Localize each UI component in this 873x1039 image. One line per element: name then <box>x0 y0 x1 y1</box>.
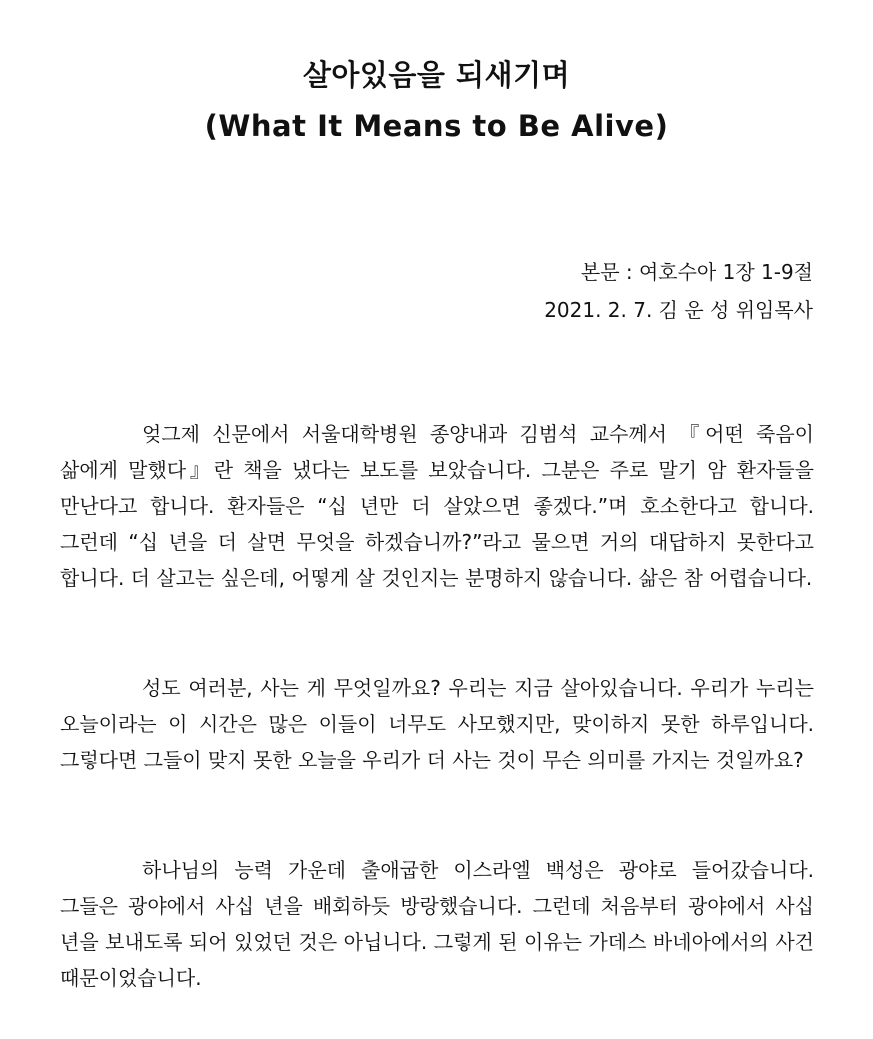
paragraph-3: 하나님의 능력 가운데 출애굽한 이스라엘 백성은 광야로 들어갔습니다. 그들은 광야에서 사십 년을 배회하듯 방랑했습니다. 그런데 처음부터 광야에서 사십 년을 보내도록 되어 있었던 것은 아닙니다. 그렇게 된 이유는 가데스 바네아에서의 사건 때문이었습니다. <box>60 858 814 990</box>
document-title-korean: 살아있음을 되새기며 <box>302 58 571 92</box>
document-title-english: (What It Means to Be Alive) <box>204 109 669 143</box>
scripture-passage: 본문 : 여호수아 1장 1-9절 <box>580 260 813 284</box>
paragraph-1: 엊그제 신문에서 서울대학병원 종양내과 김범석 교수께서 『어떤 죽음이 삶에게 말했다』란 책을 냈다는 보도를 보았습니다. 그분은 주로 말기 암 환자들을 만난다고 합니다. 환자들은 “십 년만 더 살았으면 좋겠다.”며 호소한다고 합니다. 그런데 “십 년을 더 살면 무엇을 하겠습니까?”라고 물으면 거의 대답하지 못한다고 합니다. 더 살고는 싶은데, 어떻게 살 것인지는 분명하지 않습니다. 삶은 참 어렵습니다. <box>60 422 814 590</box>
paragraph-2: 성도 여러분, 사는 게 무엇일까요? 우리는 지금 살아있습니다. 우리가 누리는 오늘이라는 이 시간은 많은 이들이 너무도 사모했지만, 맞이하지 못한 하루입니다. 그렇다면 그들이 맞지 못한 오늘을 우리가 더 사는 것이 무슨 의미를 가지는 것일까요? <box>60 676 814 772</box>
date-and-author: 2021. 2. 7. 김 운 성 위임목사 <box>544 298 813 322</box>
